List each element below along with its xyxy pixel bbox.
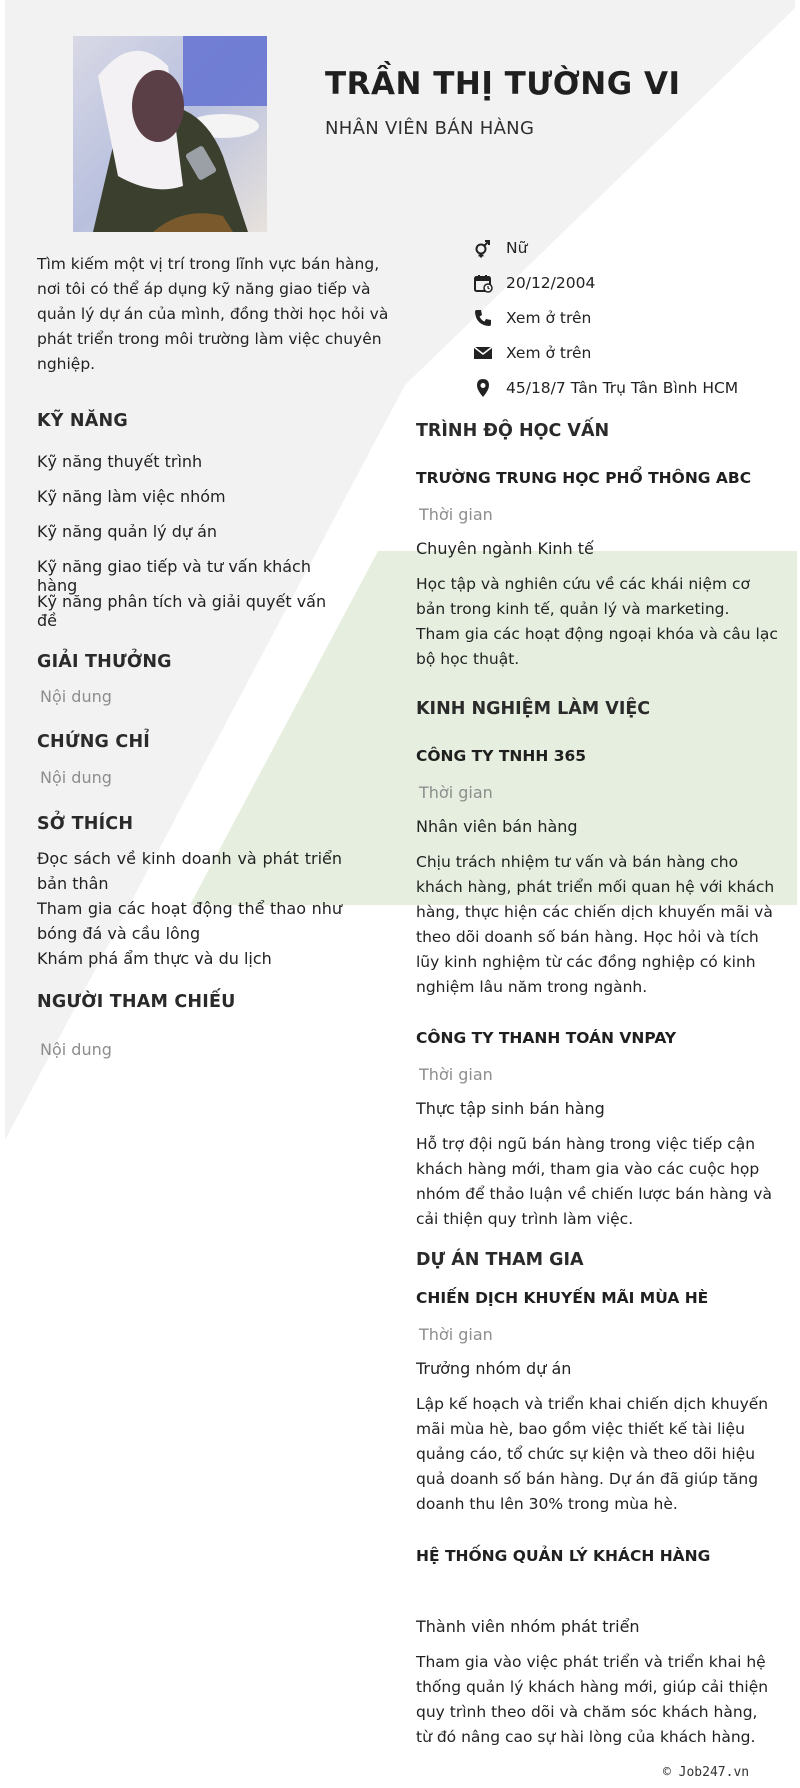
calendar-icon (472, 272, 494, 294)
job-role: Nhân viên bán hàng (416, 817, 578, 836)
hobbies-list (37, 846, 342, 971)
experience-title: KINH NGHIỆM LÀM VIỆC (416, 699, 651, 719)
contact-email-value: Xem ở trên (506, 343, 592, 362)
job-description: Chịu trách nhiệm tư vấn và bán hàng cho khách hàng, phát triển mối quan hệ với khách hàng, thực hiện các chiến dịch khuyến mãi và theo dõi doanh số bán hàng. Học hỏi và tích lũy kinh nghiệm từ các đồng nghiệp có kinh nghiệm lâu năm trong ngành. (416, 853, 775, 996)
contact-address (472, 370, 792, 405)
skill-item: Kỹ năng quản lý dự án (37, 522, 218, 541)
candidate-name: TRẦN THỊ TƯỜNG VI (325, 66, 681, 102)
job-time: Thời gian (419, 1065, 493, 1084)
contact-phone (472, 300, 792, 335)
education-major: Chuyên ngành Kinh tế (416, 539, 594, 558)
contact-birthday-value: 20/12/2004 (506, 273, 596, 292)
project-description: Lập kế hoạch và triển khai chiến dịch khuyến mãi mùa hè, bao gồm việc thiết kế tài liệu quảng cáo, tổ chức sự kiện và theo dõi hiệu quả doanh số bán hàng. Dự án đã giúp tăng doanh thu lên 30% trong mùa hè. (416, 1395, 769, 1513)
contact-email (472, 335, 792, 370)
map-pin-icon (472, 377, 494, 399)
career-objective: Tìm kiếm một vị trí trong lĩnh vực bán hàng, nơi tôi có thể áp dụng kỹ năng giao tiếp và quản lý dự án của mình, đồng thời học hỏi và phát triển trong môi trường làm việc chuyên nghiệp. (37, 255, 389, 373)
job-time: Thời gian (419, 783, 493, 802)
education-school: TRƯỜNG TRUNG HỌC PHỔ THÔNG ABC (416, 469, 752, 487)
contact-phone-value: Xem ở trên (506, 308, 592, 327)
education-title: TRÌNH ĐỘ HỌC VẤN (416, 421, 610, 441)
job-company: CÔNG TY TNHH 365 (416, 747, 587, 765)
envelope-icon (472, 342, 494, 364)
education-time: Thời gian (419, 505, 493, 524)
contact-list (472, 230, 792, 405)
project-description: Tham gia vào việc phát triển và triển khai hệ thống quản lý khách hàng mới, giúp cải thiện quy trình theo dõi và chăm sóc khách hàng, từ đó nâng cao sự hài lòng của khách hàng. (416, 1653, 769, 1746)
skill-item: Kỹ năng giao tiếp và tư vấn khách hàng (37, 557, 311, 595)
hobbies-title: SỞ THÍCH (37, 814, 134, 834)
hobby-item: Khám phá ẩm thực và du lịch (37, 949, 272, 968)
skills-title: KỸ NĂNG (37, 411, 128, 431)
awards-title: GIẢI THƯỞNG (37, 652, 172, 672)
hobby-item: Đọc sách về kinh doanh và phát triển bản thân (37, 849, 342, 893)
hobby-item: Tham gia các hoạt động thể thao như bóng đá và cầu lông (37, 899, 342, 943)
project-role: Trưởng nhóm dự án (416, 1359, 572, 1378)
project-role: Thành viên nhóm phát triển (416, 1617, 640, 1636)
contact-address-value: 45/18/7 Tân Trụ Tân Bình HCM (506, 378, 739, 397)
phone-icon (472, 307, 494, 329)
skills-list (37, 452, 342, 630)
job-company: CÔNG TY THANH TOÁN VNPAY (416, 1029, 677, 1047)
skill-item: Kỹ năng làm việc nhóm (37, 487, 226, 506)
gender-icon (472, 237, 494, 259)
candidate-position: NHÂN VIÊN BÁN HÀNG (325, 118, 535, 139)
contact-birthday (472, 265, 792, 300)
references-content: Nội dung (40, 1040, 112, 1059)
education-description: Học tập và nghiên cứu về các khái niệm cơ bản trong kinh tế, quản lý và marketing. Tham gia các hoạt động ngoại khóa và câu lạc bộ học thuật. (416, 575, 778, 668)
project-name: HỆ THỐNG QUẢN LÝ KHÁCH HÀNG (416, 1547, 711, 1565)
references-title: NGƯỜI THAM CHIẾU (37, 992, 236, 1012)
skill-item: Kỹ năng thuyết trình (37, 452, 203, 471)
project-name: CHIẾN DỊCH KHUYẾN MÃI MÙA HÈ (416, 1289, 709, 1307)
project-time: Thời gian (419, 1325, 493, 1344)
job-description: Hỗ trợ đội ngũ bán hàng trong việc tiếp cận khách hàng mới, tham gia vào các cuộc họp nhóm để thảo luận về chiến lược bán hàng và cải thiện quy trình làm việc. (416, 1135, 772, 1228)
skill-item: Kỹ năng phân tích và giải quyết vấn đề (37, 592, 327, 630)
projects-title: DỰ ÁN THAM GIA (416, 1250, 584, 1270)
certificates-title: CHỨNG CHỈ (37, 732, 151, 752)
job-role: Thực tập sinh bán hàng (416, 1099, 605, 1118)
certificates-content: Nội dung (40, 768, 112, 787)
awards-content: Nội dung (40, 687, 112, 706)
contact-gender-value: Nữ (506, 238, 528, 257)
profile-photo (73, 36, 267, 232)
watermark: © Job247.vn (663, 1765, 750, 1780)
contact-gender (472, 230, 792, 265)
